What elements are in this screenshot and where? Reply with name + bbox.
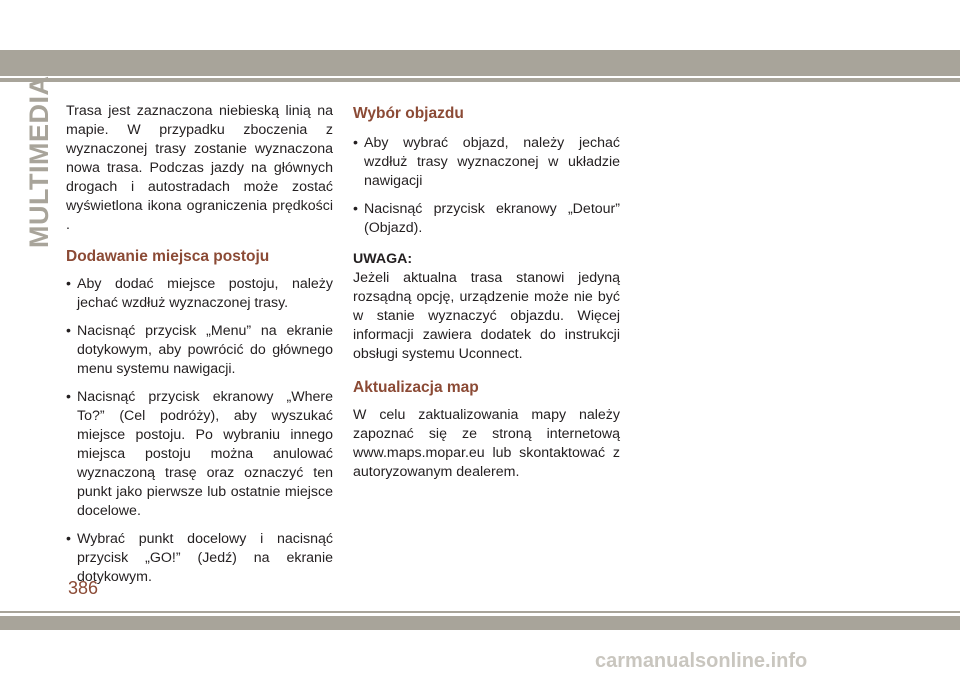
detour-list [353, 134, 620, 238]
right-column [353, 104, 620, 482]
heading-add-stop: Dodawanie miejsca postoju [66, 248, 270, 265]
list-item: • Aby wybrać objazd, należy jechać wzdłuż trasy wyznaczonej w układzie nawigacji [353, 134, 620, 191]
list-item: • Wybrać punkt docelowy i nacisnąć przycisk „GO!” (Jedź) na ekranie dotykowym. [66, 530, 333, 587]
page-number: 386 [68, 578, 99, 598]
section-side-label: MULTIMEDIA [24, 75, 54, 248]
note-text: Jeżeli aktualna trasa stanowi jedyną rozsądną opcję, urządzenie może nie być w stanie wyznaczyć objazdu. Więcej informacji zawiera dodatek do instrukcji obsługi systemu Uconnect. [353, 270, 620, 362]
header-rule [0, 78, 960, 82]
intro-paragraph: Trasa jest zaznaczona niebieską linią na mapie. W przypadku zboczenia z wyznaczonej trasy zostanie wyznaczona nowa trasa. Podczas jazdy na głównych drogach i autostradach może zostać wyświetlona ikona ograniczenia prędkości . [66, 103, 333, 233]
footer-rule [0, 611, 960, 613]
left-column [66, 102, 333, 596]
list-item: • Aby dodać miejsce postoju, należy jechać wzdłuż wyznaczonej trasy. [66, 275, 333, 313]
map-update-text: W celu zaktualizowania mapy należy zapoznać się ze stroną internetową www.maps.mopar.eu lub skontaktować z autoryzowanym dealerem. [353, 407, 620, 480]
footer-band [0, 616, 960, 630]
heading-detour: Wybór objazdu [353, 105, 464, 122]
list-item: • Nacisnąć przycisk ekranowy „Where To?” (Cel podróży), aby wyszukać miejsce postoju. Po wybraniu innego miejsca postoju można anulować wyznaczoną trasę oraz oznaczyć ten punkt jako pierwsze lub ostatnie miejsce docelowe. [66, 388, 333, 521]
list-item: • Nacisnąć przycisk „Menu” na ekranie dotykowym, aby powrócić do głównego menu systemu nawigacji. [66, 322, 333, 379]
list-item: • Nacisnąć przycisk ekranowy „Detour” (Objazd). [353, 200, 620, 238]
note-title: UWAGA: [353, 251, 413, 267]
heading-map-update: Aktualizacja map [353, 379, 479, 396]
add-stop-list [66, 275, 333, 587]
header-band [0, 50, 960, 76]
watermark: carmanualsonline.info [595, 650, 808, 672]
